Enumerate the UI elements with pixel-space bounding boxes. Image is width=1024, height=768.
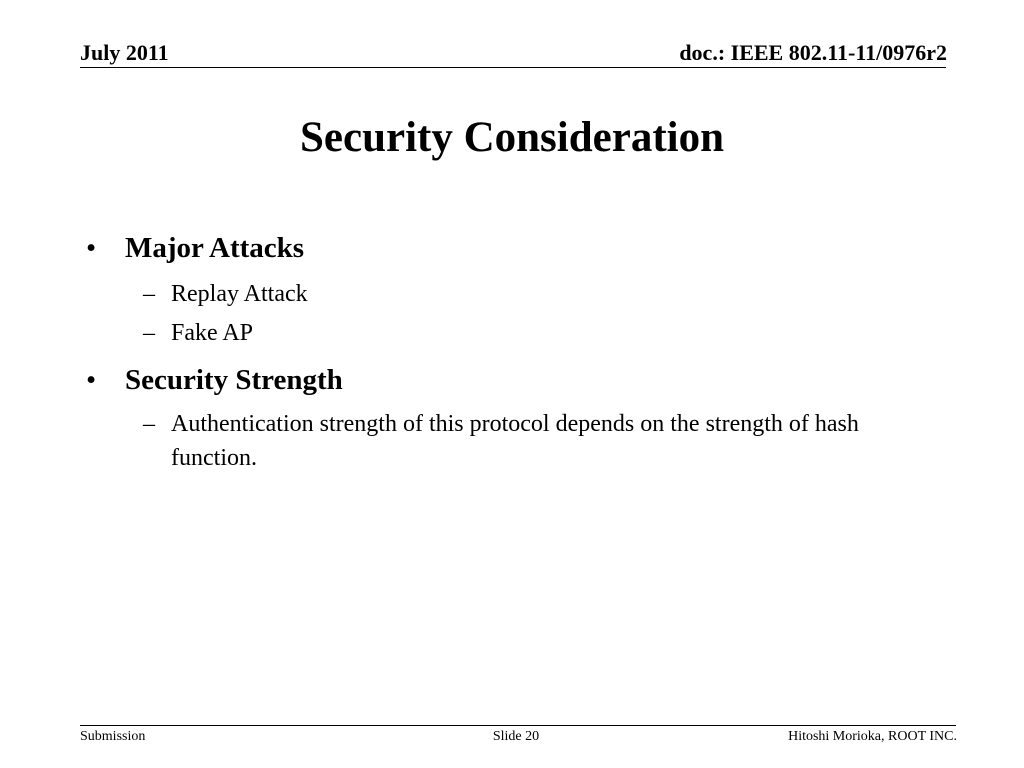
header-document-id: doc.: IEEE 802.11-11/0976r2 xyxy=(679,40,947,65)
subitem-text: Authentication strength of this protocol depends on the strength of hash function. xyxy=(171,411,859,471)
header-divider xyxy=(80,67,946,68)
bullet-label: Major Attacks xyxy=(125,232,305,264)
bullet-marker: • xyxy=(86,232,97,264)
bullet-marker: • xyxy=(86,364,97,396)
footer-divider xyxy=(80,725,956,726)
dash-marker: – xyxy=(143,320,155,346)
bullet-label: Security Strength xyxy=(125,364,343,396)
footer-submission: Submission xyxy=(80,729,146,744)
dash-marker: – xyxy=(143,281,155,307)
header-date: July 2011 xyxy=(80,40,169,65)
subitem-text: Replay Attack xyxy=(171,281,308,307)
dash-marker: – xyxy=(143,411,155,437)
footer-author: Hitoshi Morioka, ROOT INC. xyxy=(788,729,957,744)
subitem-text: Fake AP xyxy=(171,320,254,346)
footer-slide-number: Slide 20 xyxy=(492,729,540,744)
slide-title: Security Consideration xyxy=(299,114,725,161)
